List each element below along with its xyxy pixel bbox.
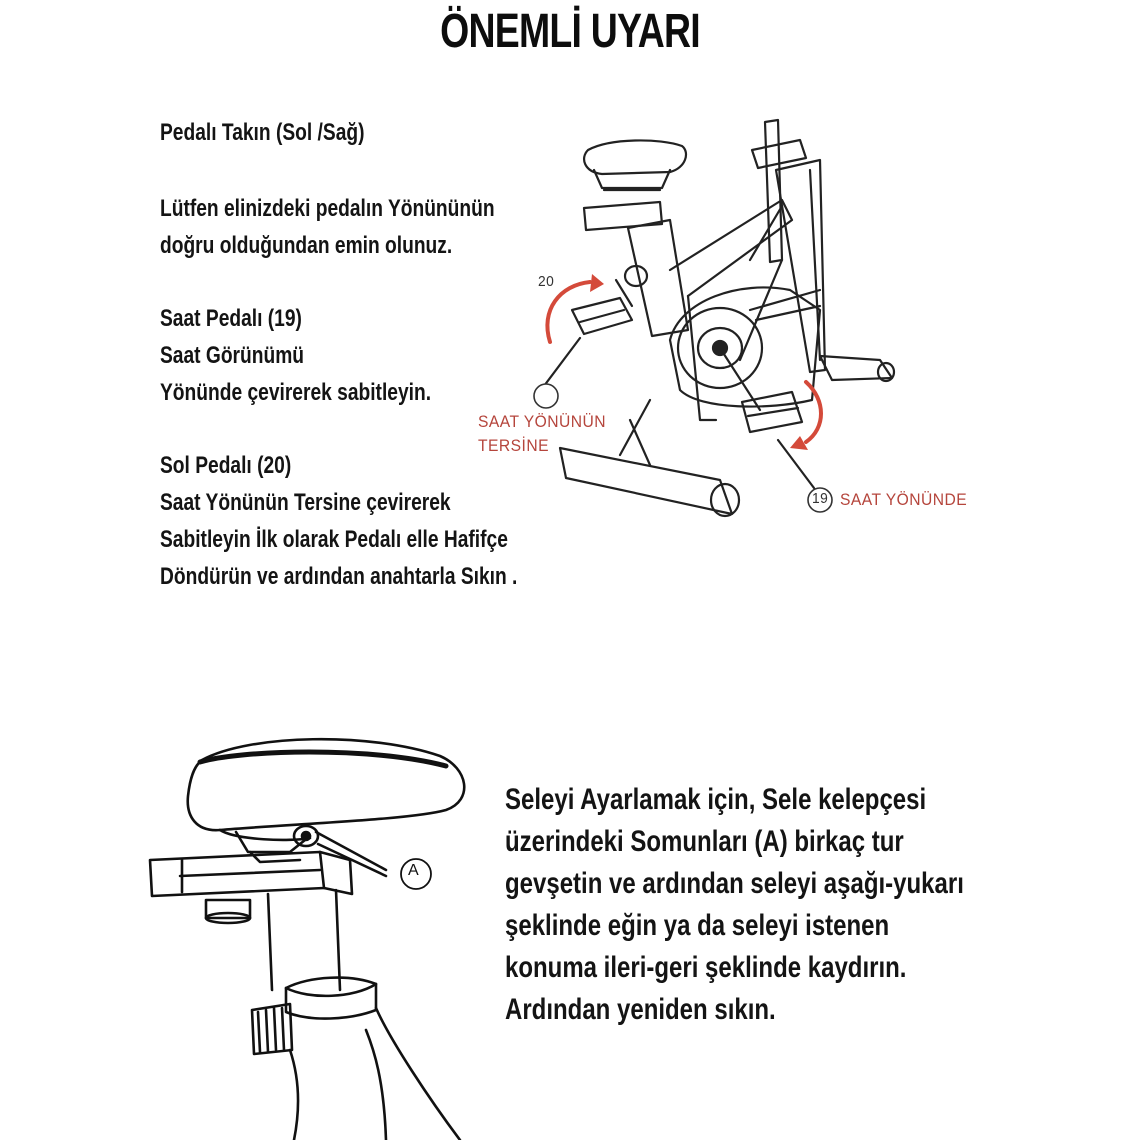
- left-pedal-line-1: Sol Pedalı (20): [160, 452, 292, 479]
- left-pedal-line-3: Sabitleyin İlk olarak Pedalı elle Hafifçe: [160, 526, 508, 553]
- label-20-text-2: TERSİNE: [478, 436, 550, 455]
- seat-line-3: gevşetin ve ardından seleyi aşağı-yukarı: [505, 867, 964, 900]
- pedal-note-line-2: doğru olduğundan emin olunuz.: [160, 232, 453, 259]
- seat-line-5: konuma ileri-geri şeklinde kaydırın.: [505, 951, 907, 984]
- seat-line-6: Ardından yeniden sıkın.: [505, 993, 776, 1026]
- label-19-number: 19: [812, 490, 829, 507]
- seat-callout-a: A: [408, 862, 419, 879]
- seat-line-2: üzerindeki Somunları (A) birkaç tur: [505, 825, 904, 858]
- label-20-number: 20: [538, 273, 555, 290]
- seat-line-4: şeklinde eğin ya da seleyi istenen: [505, 909, 890, 942]
- seat-clamp-illustration: [140, 720, 480, 1140]
- page-title: ÖNEMLİ UYARI: [440, 5, 700, 58]
- right-pedal-line-1: Saat Pedalı (19): [160, 305, 302, 332]
- seat-line-1: Seleyi Ayarlamak için, Sele kelepçesi: [505, 783, 927, 816]
- right-pedal-line-3: Yönünde çevirerek sabitleyin.: [160, 379, 432, 406]
- pedal-note-line-1: Lütfen elinizdeki pedalın Yönününün: [160, 195, 495, 222]
- label-20-text-1: SAAT YÖNÜNÜN: [478, 412, 607, 431]
- label-19-text: SAAT YÖNÜNDE: [840, 490, 968, 509]
- left-pedal-line-4: Döndürün ve ardından anahtarla Sıkın .: [160, 563, 518, 590]
- right-pedal-line-2: Saat Görünümü: [160, 342, 305, 369]
- pedal-heading: Pedalı Takın (Sol /Sağ): [160, 119, 365, 146]
- exercise-bike-illustration: [520, 110, 980, 530]
- left-pedal-line-2: Saat Yönünün Tersine çevirerek: [160, 489, 451, 516]
